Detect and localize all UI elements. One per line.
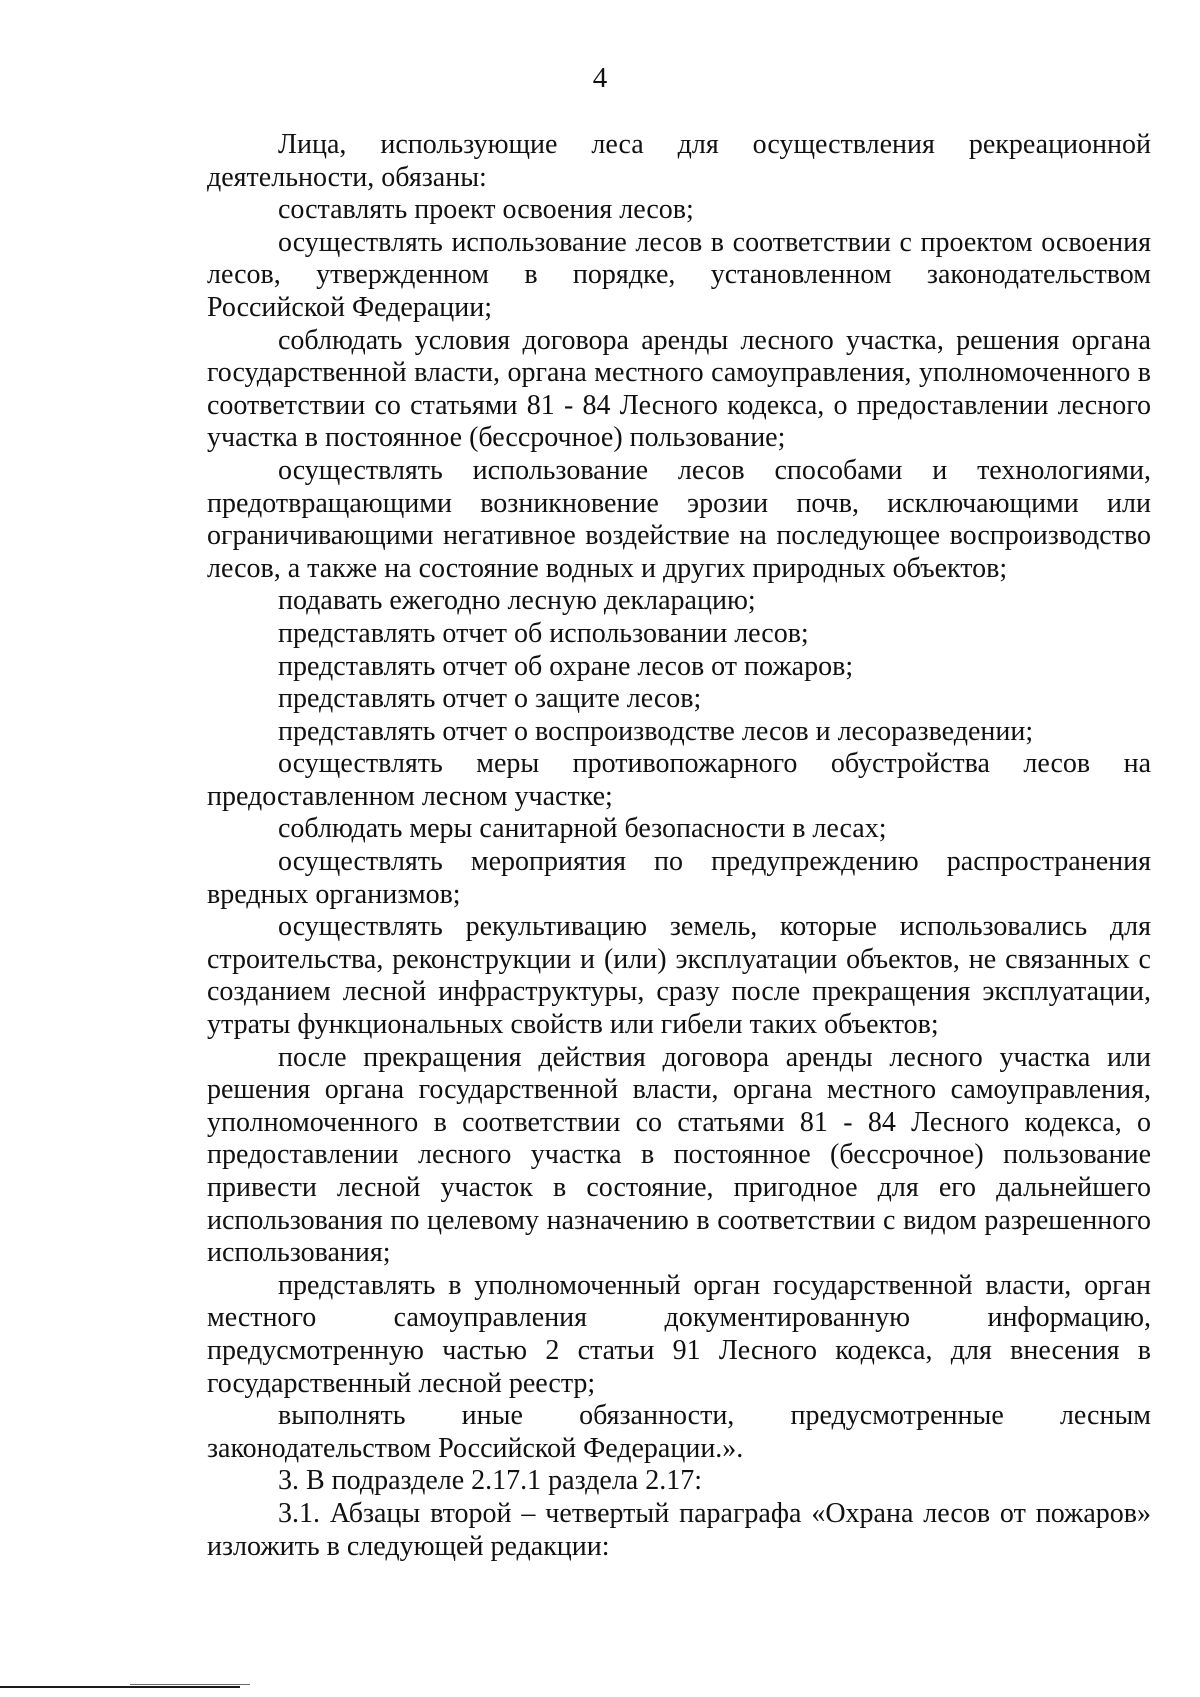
paragraph: представлять в уполномоченный орган государственной власти, орган местного самоуправления документированную информацию, предусмотренную частью 2 статьи 91 Лесного кодекса, для внесения в государственный лесной реестр; <box>207 1269 1151 1399</box>
footer-rule-secondary <box>130 1684 250 1685</box>
paragraph: осуществлять мероприятия по предупреждению распространения вредных организмов; <box>207 846 1151 910</box>
paragraph: выполнять иные обязанности, предусмотренные лесным законодательством Российской Федерации.». <box>207 1400 1151 1464</box>
paragraph: представлять отчет об охране лесов от пожаров; <box>278 650 854 682</box>
page-number: 4 <box>592 62 608 94</box>
paragraph: соблюдать условия договора аренды лесного участка, решения органа государственной власти, органа местного самоуправления, уполномоченного в соответствии со статьями 81 - 84 Лесного кодекса, о предоставлении лесного участка в постоянное (бессрочное) пользование; <box>207 324 1151 454</box>
paragraph: подавать ежегодно лесную декларацию; <box>278 585 756 617</box>
paragraph: представлять отчет о воспроизводстве лесов и лесоразведении; <box>278 715 1034 747</box>
paragraph: после прекращения действия договора аренды лесного участка или решения органа государственной власти, органа местного самоуправления, уполномоченного в соответствии со статьями 81 - 84 Лесного кодекса, о предоставлении лесного участка в постоянное (бессрочное) пользование привести лесной участок в состояние, пригодное для его дальнейшего использования по целевому назначению в соответствии с видом разрешенного использования; <box>207 1041 1151 1269</box>
footer-rule <box>0 1686 240 1688</box>
paragraph: составлять проект освоения лесов; <box>278 194 694 226</box>
paragraph: 3.1. Абзацы второй – четвертый параграфа «Охрана лесов от пожаров» изложить в следующей редакции: <box>207 1497 1151 1562</box>
paragraph: 3. В подразделе 2.17.1 раздела 2.17: <box>278 1465 702 1497</box>
paragraph: представлять отчет об использовании лесов; <box>278 617 809 649</box>
paragraph: осуществлять использование лесов в соответствии с проектом освоения лесов, утвержденном в порядке, установленном законодательством Российской Федерации; <box>207 226 1151 323</box>
paragraph: осуществлять рекультивацию земель, которые использовались для строительства, реконструкции и (или) эксплуатации объектов, не связанных с созданием лесной инфраструктуры, сразу после прекращения эксплуатации, утраты функциональных свойств или гибели таких объектов; <box>207 911 1151 1041</box>
document-body <box>207 129 1151 1563</box>
paragraph: соблюдать меры санитарной безопасности в лесах; <box>278 813 887 845</box>
paragraph: осуществлять меры противопожарного обустройства лесов на предоставленном лесном участке; <box>207 748 1151 812</box>
paragraph: Лица, использующие леса для осуществления рекреационной деятельности, обязаны: <box>207 129 1151 193</box>
paragraph: осуществлять использование лесов способами и технологиями, предотвращающими возникновение эрозии почв, исключающими или ограничивающими негативное воздействие на последующее воспроизводство лесов, а также на состояние водных и других природных объектов; <box>207 454 1151 584</box>
paragraph: представлять отчет о защите лесов; <box>278 683 702 715</box>
